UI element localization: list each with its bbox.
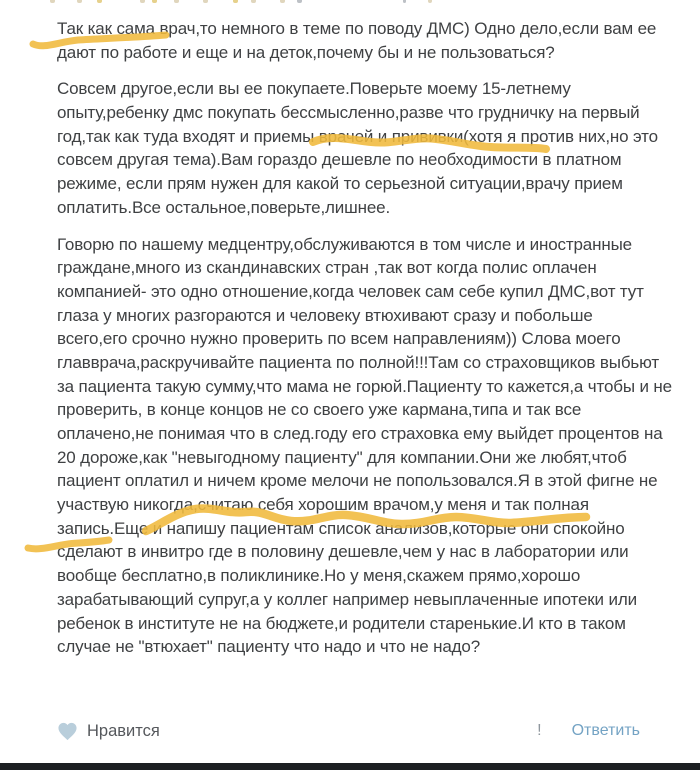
text-line: год,так как туда входят и приемы врачей и прививки(хотя я против них,но это bbox=[57, 126, 658, 146]
like-button[interactable] bbox=[57, 722, 160, 741]
text-line: глаза у многих разгораются и человеку втюхивают сразу и побольше bbox=[57, 305, 593, 325]
text-line: 20 дороже,как "невыгодному пациенту" для компании.Они же любят,чтоб bbox=[57, 447, 627, 467]
text-line: главврача,раскручивайте пациента по полной!!!Там со страховщиков выбьют bbox=[57, 352, 659, 372]
text-line: за пациента такую сумму,что мама не горюй.Пациенту то кажется,а чтобы и не bbox=[57, 376, 672, 396]
text-line: Говорю по нашему медцентру,обслуживаются в том числе и иностранные bbox=[57, 234, 632, 254]
text-line: ребенок в институте не на бюджете,и родители старенькие.И кто в таком bbox=[57, 613, 626, 633]
text-line: совсем другая тема).Вам гораздо дешевле по необходимости в платном bbox=[57, 150, 622, 170]
text-line: дают по работе и еще и на деток,почему бы и не пользоваться? bbox=[57, 42, 555, 62]
like-label: Нравится bbox=[87, 721, 160, 740]
text-line: случае не "втюхает" пациенту что надо и что не надо? bbox=[57, 637, 481, 657]
text-line: режиме, если прям нужен для какой то серьезной ситуации,врачу прием bbox=[57, 174, 623, 194]
text-line: опыту,ребенку дмс покупать бессмысленно,разве что грудничку на первый bbox=[57, 103, 640, 123]
comment-text bbox=[57, 17, 672, 672]
text-line: оплатить.Все остальное,поверьте,лишнее. bbox=[57, 197, 391, 217]
text-line: запись.Еще и напишу пациентам список анализов,которые они спокойно bbox=[57, 518, 625, 538]
text-line: участвую никогда,считаю себя хорошим врачом,у меня и так полная bbox=[57, 495, 589, 515]
comment-paragraph bbox=[57, 77, 667, 219]
footer-right-actions bbox=[537, 722, 640, 740]
text-line: всего,его срочно нужно проверить по всем направлениям)) Слова моего bbox=[57, 329, 621, 349]
heart-icon bbox=[57, 722, 78, 741]
comment-paragraph bbox=[57, 17, 667, 64]
text-line: пациент оплатил и ничем кроме мелочи не попользовался.Я в этой фигне не bbox=[57, 471, 658, 491]
bottom-dark-bar bbox=[0, 763, 700, 770]
cropped-line-remnant bbox=[0, 0, 700, 4]
text-line: сделают в инвитро где в половину дешевле,чем у нас в лаборатории или bbox=[57, 542, 629, 562]
text-line: компанией- это одно отношение,когда человек сам себе купил ДМС,вот тут bbox=[57, 281, 644, 301]
text-line: вообще бесплатно,в поликлинике.Но у меня,скажем прямо,хорошо bbox=[57, 566, 581, 586]
text-line: оплачено,не понимая что в след.году его страховка ему выйдет процентов на bbox=[57, 424, 663, 443]
comment-footer bbox=[57, 716, 640, 746]
text-line: Так как сама врач,то немного в теме по поводу ДМС) Одно дело,если вам ее bbox=[57, 19, 657, 38]
text-line: проверить, в конце концов не со своего уже кармана,типа и так все bbox=[57, 400, 582, 420]
text-line: Совсем другое,если вы ее покупаете.Поверьте моему 15-летнему bbox=[57, 79, 571, 99]
report-exclamation-button[interactable]: ! bbox=[537, 722, 542, 739]
text-line: зарабатывающий супруг,а у коллег например невыплаченные ипотеки или bbox=[57, 589, 637, 609]
comment-paragraph bbox=[57, 233, 672, 659]
text-line: граждане,много из скандинавских стран ,так вот когда полис оплачен bbox=[57, 258, 597, 278]
reply-link[interactable]: Ответить bbox=[571, 722, 640, 739]
